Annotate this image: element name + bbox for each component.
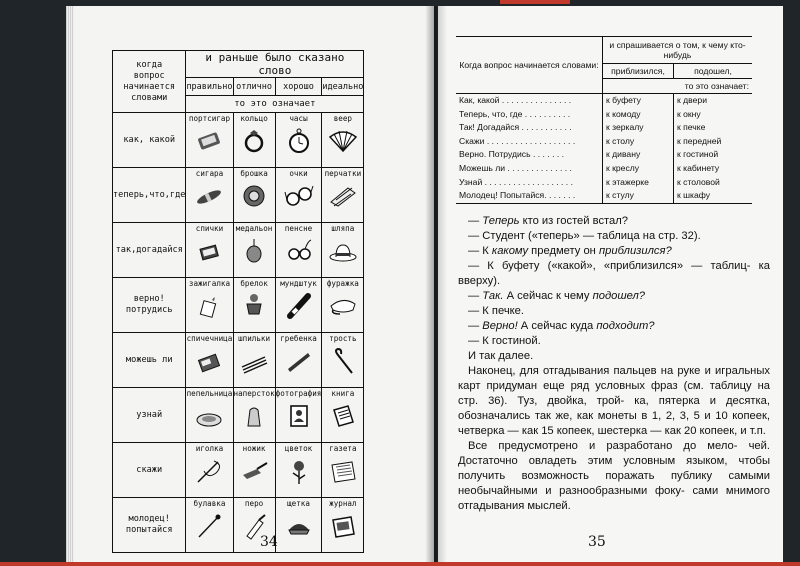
item-cell <box>322 498 364 553</box>
paragraph: Все предусмотрено и разработано до мело- чей. Достаточно овладеть этим условным языком, чтобы получить возможность поражать публику самыми необычайными и разнообразными фоку- сами мнимого отгадывания мыслей. <box>458 440 770 512</box>
came-up-place: к кабинету <box>674 162 753 176</box>
matchbox-icon <box>194 237 224 265</box>
dialog-line: — Верно! А сейчас куда подходит? <box>468 320 655 332</box>
matchbox-holder-icon <box>194 347 224 375</box>
question-words: Молодец! Попытайся. . . . . . . <box>459 190 576 201</box>
means-label: то это означает <box>186 96 364 113</box>
item-cell <box>275 223 322 278</box>
table-row <box>456 162 752 176</box>
brooch-icon <box>239 182 269 210</box>
item-cell <box>186 223 233 278</box>
item-cell <box>275 278 322 333</box>
item-cell <box>186 443 233 498</box>
came-up-place: к двери <box>674 94 753 108</box>
header-asked: и спрашивается о том, к чему кто-нибудь <box>603 37 753 64</box>
location-signals-table <box>456 36 752 204</box>
cane-icon <box>328 347 358 375</box>
question-words: Узнай . . . . . . . . . . . . . . . . . . . <box>459 176 573 187</box>
thimble-icon <box>239 402 269 430</box>
dialog-line: — К гостиной. <box>468 335 541 347</box>
approached-place: к столу <box>603 135 674 149</box>
question-words: Так! Догадайся . . . . . . . . . . . <box>459 122 572 133</box>
ashtray-icon <box>194 402 224 430</box>
brush-icon <box>284 512 314 540</box>
question-words: как, какой <box>113 113 186 168</box>
dialog-line: — Теперь кто из гостей встал? <box>468 215 629 227</box>
approached-place: к этажерке <box>603 176 674 190</box>
item-label: спичечница <box>186 334 233 343</box>
item-label: фуражка <box>326 279 359 288</box>
approached-place: к зеркалу <box>603 121 674 135</box>
item-label: перо <box>244 499 264 508</box>
fan-icon <box>328 127 358 155</box>
item-label: наперсток <box>233 389 275 398</box>
item-cell <box>322 443 364 498</box>
question-words: Можешь ли . . . . . . . . . . . . . . <box>459 162 572 173</box>
question-words: верно!потрудись <box>113 278 186 333</box>
came-up-place: к печке <box>674 121 753 135</box>
item-label: кольцо <box>240 114 268 123</box>
photo-frame-icon <box>284 402 314 430</box>
item-label: очки <box>289 169 308 178</box>
item-cell <box>233 388 275 443</box>
came-up-place: к столовой <box>674 176 753 190</box>
said-word: правильно <box>186 78 233 96</box>
pince-nez-icon <box>284 237 314 265</box>
cigarette-case-icon <box>194 127 224 155</box>
dialog-line: — К какому предмету он приблизился? <box>468 245 672 257</box>
magazine-icon <box>328 512 358 540</box>
scan-edge-mark <box>500 0 570 4</box>
item-label: фотография <box>275 389 322 398</box>
approached-place: к стулу <box>603 189 674 203</box>
item-label: пенсне <box>284 224 313 233</box>
glasses-icon <box>284 182 314 210</box>
dialog-line: — Так. А сейчас к чему подошел? <box>468 290 646 302</box>
ring-icon <box>239 127 269 155</box>
item-label: журнал <box>329 499 357 508</box>
dialog-line: И так далее. <box>468 350 534 362</box>
cigar-icon <box>194 182 224 210</box>
cigarette-holder-icon <box>284 292 314 320</box>
table-row <box>456 135 752 149</box>
lighter-icon <box>194 292 224 320</box>
item-cell <box>186 278 233 333</box>
came-up-place: к шкафу <box>674 189 753 203</box>
gloves-icon <box>328 182 358 210</box>
approached-place: к дивану <box>603 148 674 162</box>
came-up-place: к гостиной <box>674 148 753 162</box>
table-row <box>113 388 364 443</box>
page-number: 35 <box>588 534 606 550</box>
came-up-place: к окну <box>674 108 753 122</box>
table-row <box>456 108 752 122</box>
item-label: газета <box>329 444 357 453</box>
question-words: узнай <box>113 388 186 443</box>
item-cell <box>186 333 233 388</box>
needle-icon <box>194 457 224 485</box>
item-label: пепельница <box>186 389 233 398</box>
question-words: можешь ли <box>113 333 186 388</box>
item-cell <box>186 168 233 223</box>
item-label: спички <box>195 224 224 233</box>
item-label: ножик <box>242 444 266 453</box>
item-cell <box>233 223 275 278</box>
item-cell <box>233 168 275 223</box>
page-edges <box>66 6 74 564</box>
question-words: Как, какой . . . . . . . . . . . . . . . <box>459 95 572 105</box>
dialog-line: — Студент («теперь» — таблица на стр. 32). <box>468 230 701 242</box>
table-row <box>113 168 364 223</box>
item-label: трость <box>329 334 357 343</box>
item-label: медальон <box>235 224 273 233</box>
safety-pin-icon <box>194 512 224 540</box>
item-cell <box>233 443 275 498</box>
item-cell <box>322 223 364 278</box>
item-label: книга <box>331 389 355 398</box>
said-word: отлично <box>233 78 275 96</box>
item-label: брошка <box>240 169 268 178</box>
question-words: Теперь, что, где . . . . . . . . . . <box>459 108 571 119</box>
table-row <box>456 94 752 108</box>
keychain-figure-icon <box>239 292 269 320</box>
item-label: цветок <box>284 444 313 453</box>
right-page-content <box>438 6 783 564</box>
item-label: щетка <box>287 499 310 508</box>
item-cell <box>233 113 275 168</box>
item-cell <box>186 388 233 443</box>
table-row <box>456 189 752 203</box>
item-cell <box>275 498 322 553</box>
item-cell <box>322 168 364 223</box>
table-row <box>113 333 364 388</box>
question-words: скажи <box>113 443 186 498</box>
flower-icon <box>284 457 314 485</box>
signals-table <box>112 50 364 553</box>
newspaper-icon <box>328 457 358 485</box>
table-row <box>113 113 364 168</box>
said-word: идеально <box>322 78 364 96</box>
item-cell <box>275 333 322 388</box>
item-cell <box>275 388 322 443</box>
table-row <box>456 176 752 190</box>
table-row <box>113 443 364 498</box>
means-label: то это означает: <box>603 79 753 94</box>
item-cell <box>233 333 275 388</box>
item-label: иголка <box>195 444 224 453</box>
dialog-line: — К печке. <box>468 305 525 317</box>
table-row <box>113 498 364 553</box>
question-words: Скажи . . . . . . . . . . . . . . . . . . . <box>459 135 576 146</box>
item-cell <box>275 443 322 498</box>
header-question: когда вопрос начинается словами <box>113 51 186 113</box>
came-up-label: подошел, <box>674 64 753 79</box>
item-cell <box>322 388 364 443</box>
item-label: брелок <box>240 279 268 288</box>
paragraph: Наконец, для отгадывания пальцев на руке и игральных карт придуман еще ряд условных фраз (см. таблицу на стр. 36). Туз, двойка, трой- ка, пятерка и десятка, обозначались так же, как монеты в 1, 2, 3, 5 и 10 копеек, четверка — как 15 копеек, шестерка — как 20 копеек, и т.п. <box>458 365 770 437</box>
item-cell <box>186 113 233 168</box>
comb-icon <box>284 347 314 375</box>
item-label: шпильки <box>238 334 271 343</box>
item-label: портсигар <box>188 114 231 123</box>
item-label: сигара <box>195 169 224 178</box>
question-words: Верно. Потрудись . . . . . . . <box>459 149 565 160</box>
said-word: хорошо <box>275 78 322 96</box>
header-said: и раньше было сказано слово <box>186 51 364 78</box>
item-cell <box>275 113 322 168</box>
approached-label: приблизился, <box>603 64 674 79</box>
approached-place: к комоду <box>603 108 674 122</box>
approached-place: к креслу <box>603 162 674 176</box>
item-cell <box>233 278 275 333</box>
table-row <box>456 121 752 135</box>
page-number: 34 <box>260 534 278 550</box>
body-text <box>458 214 770 514</box>
table-row <box>113 278 364 333</box>
item-cell <box>322 113 364 168</box>
question-words: теперь,что,где <box>113 168 186 223</box>
item-label: веер <box>333 114 352 123</box>
item-label: гребенка <box>280 334 317 343</box>
item-label: булавка <box>193 499 226 508</box>
item-label: мундштук <box>280 279 317 288</box>
hairpins-icon <box>239 347 269 375</box>
item-label: перчатки <box>324 169 362 178</box>
approached-place: к буфету <box>603 94 674 108</box>
cap-icon <box>328 292 358 320</box>
pocket-watch-icon <box>284 127 314 155</box>
question-words: молодец! попытайся <box>113 498 186 553</box>
question-words: так,догадайся <box>113 223 186 278</box>
medallion-icon <box>239 237 269 265</box>
dialog-line: — К буфету («какой», «приблизился» — таблиц- ка вверху). <box>458 260 770 287</box>
hat-icon <box>328 237 358 265</box>
item-cell <box>275 168 322 223</box>
item-label: шляпа <box>331 224 355 233</box>
table-row <box>456 148 752 162</box>
header-question: Когда вопрос начинается словами: <box>456 37 603 94</box>
item-cell <box>322 278 364 333</box>
book-icon <box>328 402 358 430</box>
item-cell <box>322 333 364 388</box>
item-label: часы <box>289 114 308 123</box>
item-label: зажигалка <box>188 279 231 288</box>
item-cell <box>186 498 233 553</box>
pocket-knife-icon <box>239 457 269 485</box>
table-row <box>113 223 364 278</box>
came-up-place: к передней <box>674 135 753 149</box>
